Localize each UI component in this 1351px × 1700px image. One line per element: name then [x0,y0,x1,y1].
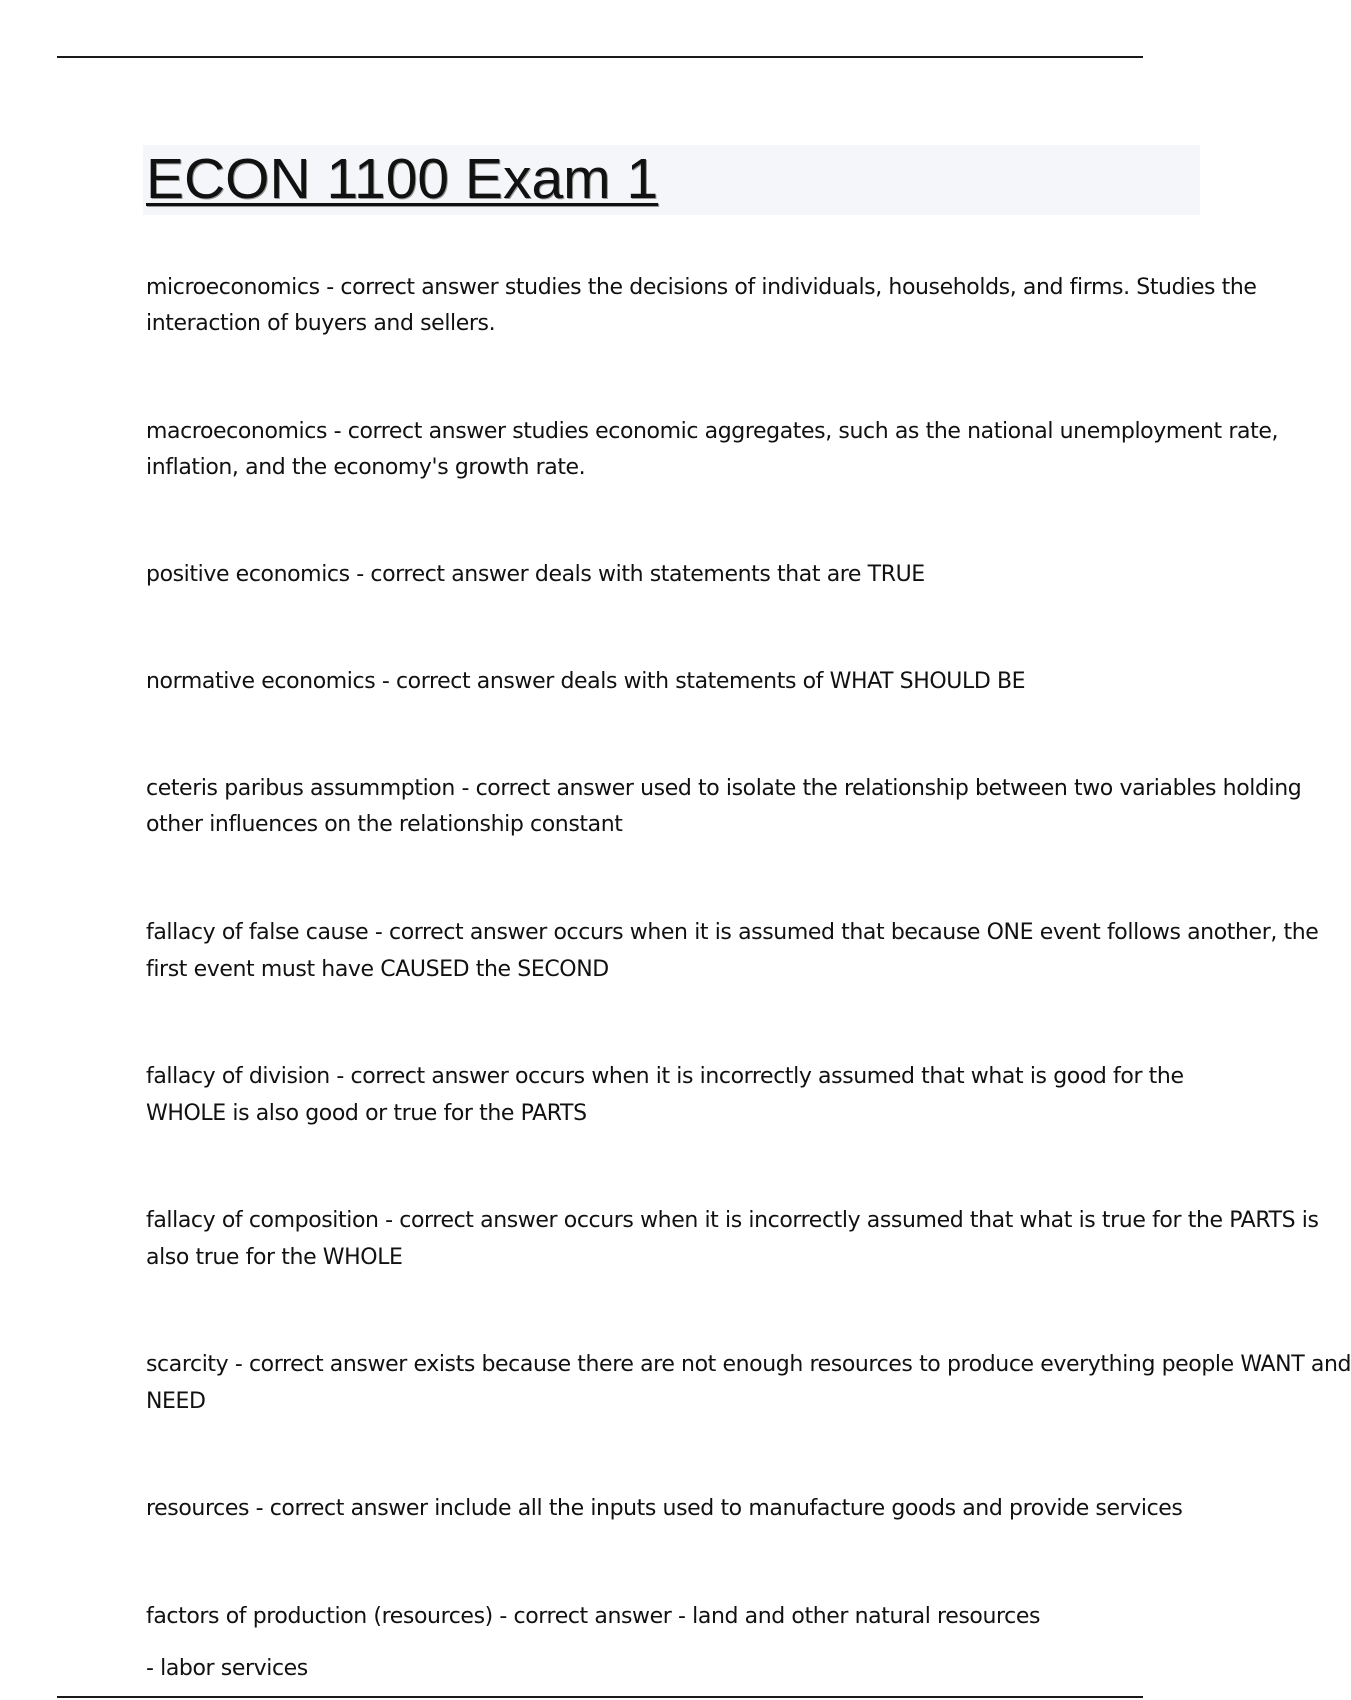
entry-factors-line1: factors of production (resources) - correct answer - land and other natural resources [146,1604,1041,1629]
entry-division-line2: WHOLE is also good or true for the PARTS [146,1101,587,1126]
page-title: ECON 1100 Exam 1 [146,147,659,211]
entry-ceteris-paribus-line2: other influences on the relationship constant [146,812,623,837]
entry-scarcity-line2: NEED [146,1389,206,1414]
entry-division-line1: fallacy of division - correct answer occurs when it is incorrectly assumed that what is good for the [146,1064,1184,1089]
entry-false-cause-line1: fallacy of false cause - correct answer occurs when it is assumed that because ONE event follows another, the [146,920,1319,945]
entry-scarcity-line1: scarcity - correct answer exists because there are not enough resources to produce everything people WANT and [146,1352,1351,1377]
entry-false-cause-line2: first event must have CAUSED the SECOND [146,957,609,982]
entry-microeconomics-line1: microeconomics - correct answer studies the decisions of individuals, households, and firms. Studies the [146,275,1257,300]
entry-normative-economics: normative economics - correct answer deals with statements of WHAT SHOULD BE [146,669,1026,694]
entry-resources: resources - correct answer include all the inputs used to manufacture goods and provide services [146,1496,1183,1521]
flashcard-list [146,0,1351,1700]
entry-macroeconomics-line2: inflation, and the economy's growth rate. [146,455,586,480]
entry-microeconomics-line2: interaction of buyers and sellers. [146,311,496,336]
entry-composition-line1: fallacy of composition - correct answer occurs when it is incorrectly assumed that what is true for the PARTS is [146,1208,1319,1233]
entry-positive-economics: positive economics - correct answer deals with statements that are TRUE [146,562,925,587]
entry-factors-line2: - labor services [146,1656,308,1681]
entry-composition-line2: also true for the WHOLE [146,1245,403,1270]
entry-ceteris-paribus-line1: ceteris paribus assummption - correct answer used to isolate the relationship between two variables holding [146,776,1302,801]
entry-macroeconomics-line1: macroeconomics - correct answer studies economic aggregates, such as the national unemployment rate, [146,419,1279,444]
bottom-rule [57,1696,1143,1698]
